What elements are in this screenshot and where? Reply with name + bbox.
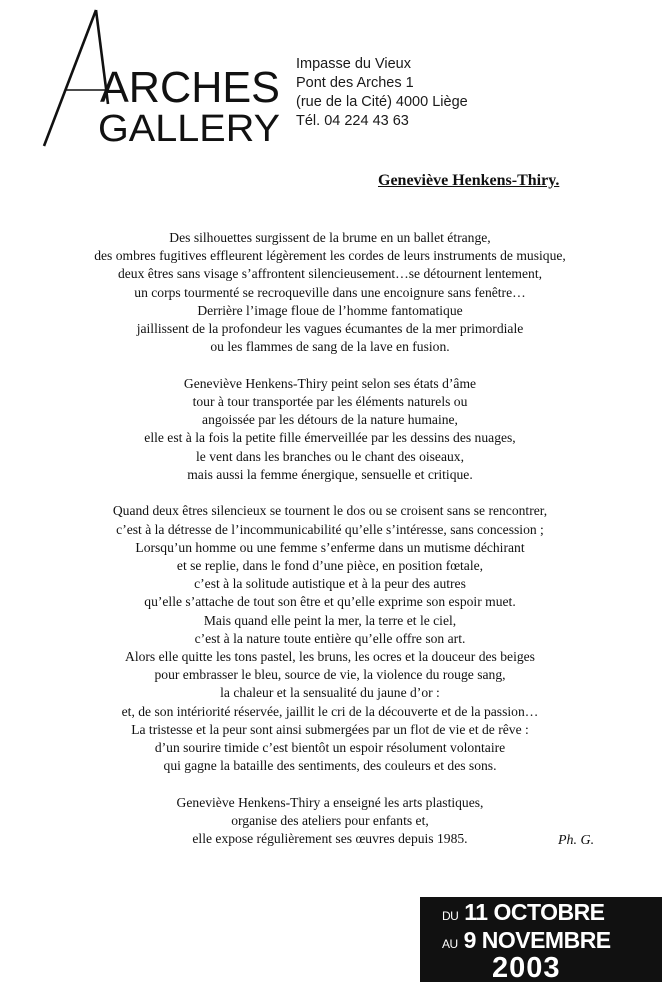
stanza-2 <box>20 375 640 484</box>
stanza-1 <box>20 229 640 356</box>
poem-line: Lorsqu’un homme ou une femme s’enferme dans un mutisme déchirant <box>135 539 525 555</box>
date-year: 2003 <box>492 952 561 984</box>
poem-line: c’est à la solitude autistique et à la peur des autres <box>194 576 466 592</box>
exhibition-dates-banner <box>420 897 662 982</box>
poem-line: elle est à la fois la petite fille émerveillée par les dessins des nuages, <box>144 430 516 446</box>
logo-arches-text: ARCHES <box>100 63 280 112</box>
poem-line: Quand deux êtres silencieux se tournent le dos ou se croisent sans se rencontrer, <box>112 503 548 519</box>
address-line: (rue de la Cité) 4000 Liège <box>296 94 468 110</box>
poem-line: Geneviève Henkens-Thiry peint selon ses états d’âme <box>183 375 477 391</box>
poem-line: des ombres fugitives effleurent légèrement les cordes de leurs instruments de musique, <box>94 248 566 264</box>
date-from-prefix: DU <box>442 909 459 923</box>
poem-line: organise des ateliers pour enfants et, <box>231 813 429 829</box>
stanza-3 <box>20 502 640 775</box>
address-line: Impasse du Vieux <box>296 56 411 72</box>
poem-line: le vent dans les branches ou le chant des oiseaux, <box>195 448 464 464</box>
poem-line: deux êtres sans visage s’affrontent silencieusement…se détournent lentement, <box>117 266 543 282</box>
address-line: Pont des Arches 1 <box>296 75 414 91</box>
poem-line: et, de son intériorité réservée, jaillit le cri de la découverte et de la passion… <box>121 703 539 719</box>
poem-line: jaillissent de la profondeur les vagues écumantes de la mer primordiale <box>136 321 524 337</box>
poem-line: c’est à la nature toute entière qu’elle offre son art. <box>194 630 466 646</box>
artist-heading: Geneviève Henkens-Thiry. <box>378 172 560 189</box>
poem-line: c’est à la détresse de l’incommunicabilité qu’elle s’intéresse, sans concession ; <box>116 521 544 537</box>
poem-line: Derrière l’image floue de l’homme fantomatique <box>197 302 463 318</box>
poem-text <box>20 229 640 867</box>
poem-line: mais aussi la femme énergique, sensuelle et critique. <box>187 466 473 482</box>
date-to-value: 9 NOVEMBRE <box>463 927 611 953</box>
poem-line: pour embrasser le bleu, source de vie, la violence du rouge sang, <box>154 667 506 683</box>
poem-line: elle expose régulièrement ses œuvres depuis 1985. <box>192 831 468 847</box>
poem-line: qu’elle s’attache de tout son être et qu’elle exprime son espoir muet. <box>144 594 516 610</box>
gallery-address <box>296 55 468 131</box>
poem-line: ou les flammes de sang de la lave en fusion. <box>210 339 450 355</box>
poem-line: un corps tourmenté se recroqueville dans une encoignure sans fenêtre… <box>134 284 526 300</box>
date-from-value: 11 OCTOBRE <box>464 899 605 925</box>
logo-gallery-text: GALLERY <box>98 108 280 148</box>
stanza-4 <box>20 794 640 849</box>
poem-line: d’un sourire timide c’est bientôt un espoir résolument volontaire <box>154 740 506 756</box>
signature: Ph. G. <box>558 833 595 848</box>
address-line: Tél. 04 224 43 63 <box>296 113 409 129</box>
poem-line: tour à tour transportée par les éléments naturels ou <box>192 394 468 410</box>
date-from <box>442 899 662 926</box>
date-to <box>442 927 662 954</box>
poem-line: Alors elle quitte les tons pastel, les bruns, les ocres et la douceur des beiges <box>125 649 535 665</box>
poem-line: angoissée par les détours de la nature humaine, <box>202 412 458 428</box>
poem-line: Des silhouettes surgissent de la brume en un ballet étrange, <box>169 230 491 245</box>
poem-line: qui gagne la bataille des sentiments, des couleurs et des sons. <box>163 758 497 774</box>
poem-line: Mais quand elle peint la mer, la terre et le ciel, <box>203 612 457 628</box>
poem-line: et se replie, dans le fond d’une pièce, en position fœtale, <box>176 558 484 574</box>
poem-line: La tristesse et la peur sont ainsi submergées par un flot de vie et de rêve : <box>131 721 529 737</box>
arches-gallery-logo <box>36 8 286 148</box>
date-to-prefix: AU <box>442 937 458 951</box>
poem-line: Geneviève Henkens-Thiry a enseigné les arts plastiques, <box>176 794 484 810</box>
poem-line: la chaleur et la sensualité du jaune d’or : <box>220 685 440 701</box>
